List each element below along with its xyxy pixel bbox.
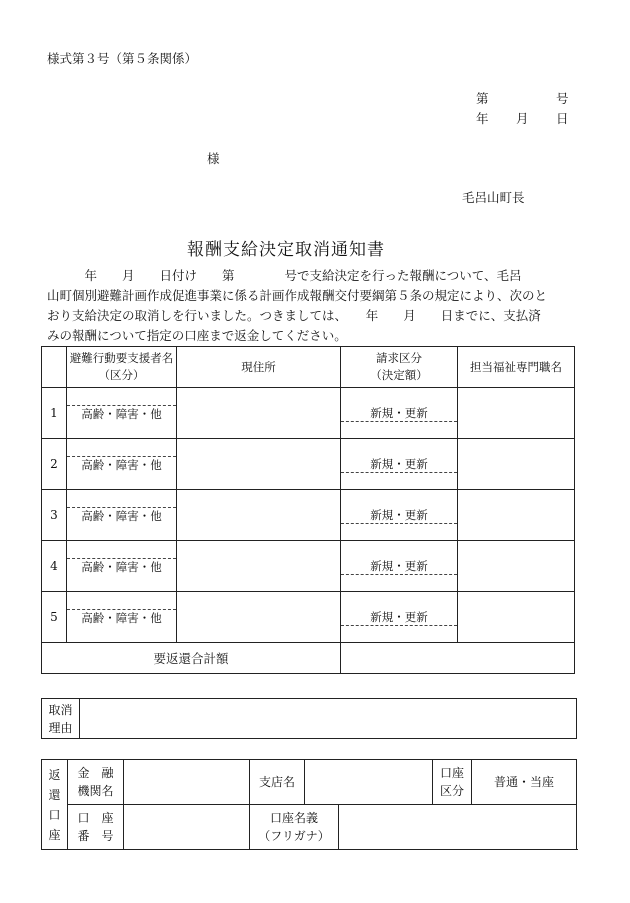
claim-options: 新規・更新: [341, 405, 457, 422]
row-number: 3: [42, 490, 67, 541]
staff-cell[interactable]: [458, 439, 575, 490]
institution-label: [68, 760, 124, 805]
claim-cell[interactable]: [341, 439, 458, 490]
institution-label-2: 機関名: [77, 784, 114, 798]
account-number-input[interactable]: [124, 805, 250, 850]
category-options: 高齢・障害・他: [81, 406, 162, 421]
date-month: 月: [516, 111, 529, 126]
total-label: 要返還合計額: [42, 643, 341, 674]
category-options: 高齢・障害・他: [81, 508, 162, 523]
row-number: 2: [42, 439, 67, 490]
claim-options: 新規・更新: [341, 456, 457, 473]
doc-number-label: 第: [476, 91, 489, 106]
total-amount-cell[interactable]: [341, 643, 575, 674]
holder-label-2: （フリガナ）: [258, 829, 330, 843]
bank-account-table: [41, 759, 577, 850]
name-cell[interactable]: [67, 439, 177, 490]
reason-label-cell: [42, 699, 80, 739]
account-type-label-1: 口座: [439, 766, 464, 780]
staff-cell[interactable]: [458, 388, 575, 439]
body-line-1: 年 月 日付け 第 号で支給決定を行った報酬について、毛呂: [47, 268, 522, 283]
category-options: 高齢・障害・他: [81, 610, 162, 625]
claim-cell[interactable]: [341, 541, 458, 592]
account-number-label-2: 番 号: [77, 829, 114, 843]
doc-number-suffix: 号: [556, 91, 569, 106]
reason-label-1: 取消: [48, 702, 73, 717]
claim-options: 新規・更新: [341, 609, 457, 626]
refund-account-label: [42, 760, 68, 850]
refund-account-char: 座: [48, 827, 61, 842]
holder-label-1: 口座名義: [269, 811, 318, 825]
sender-name: 毛呂山町長: [462, 190, 525, 205]
table-header-row: [42, 347, 575, 388]
reason-input[interactable]: [80, 699, 577, 739]
category-options: 高齢・障害・他: [81, 559, 162, 574]
header-address: 現住所: [177, 347, 341, 388]
refund-account-char: 口: [48, 807, 61, 822]
holder-label: [250, 805, 339, 849]
addressee-suffix: 様: [207, 151, 220, 166]
row-number: 5: [42, 592, 67, 643]
claim-cell[interactable]: [341, 592, 458, 643]
account-type-options[interactable]: 普通・当座: [472, 760, 577, 805]
name-cell[interactable]: [67, 541, 177, 592]
header-name: 避難行動要支援者名: [69, 351, 174, 365]
holder-input[interactable]: [433, 805, 577, 850]
holder-label-cell: [250, 805, 433, 850]
claim-options: 新規・更新: [341, 558, 457, 575]
claim-options: 新規・更新: [341, 507, 457, 524]
address-cell[interactable]: [177, 439, 341, 490]
address-cell[interactable]: [177, 592, 341, 643]
header-claim-cell: [341, 347, 458, 388]
date-day: 日: [556, 111, 569, 126]
address-cell[interactable]: [177, 541, 341, 592]
header-name-cell: [67, 347, 177, 388]
body-line-3: おり支給決定の取消しを行いました。つきましては、 年 月 日までに、支払済: [47, 308, 541, 323]
address-cell[interactable]: [177, 490, 341, 541]
body-line-2: 山町個別避難計画作成促進事業に係る計画作成報酬交付要綱第５条の規定により、次のと: [47, 288, 548, 303]
total-row: [42, 643, 575, 674]
staff-cell[interactable]: [458, 541, 575, 592]
form-number: 様式第３号（第５条関係）: [47, 51, 198, 66]
claim-cell[interactable]: [341, 490, 458, 541]
refund-account-char: 返: [48, 767, 61, 782]
holder-input-left[interactable]: [339, 805, 433, 849]
claim-cell[interactable]: [341, 388, 458, 439]
staff-cell[interactable]: [458, 490, 575, 541]
header-category: （区分）: [98, 368, 145, 382]
header-blank: [42, 347, 67, 388]
staff-cell[interactable]: [458, 592, 575, 643]
table-row: [42, 490, 575, 541]
name-cell[interactable]: [67, 388, 177, 439]
address-cell[interactable]: [177, 388, 341, 439]
table-row: [42, 592, 575, 643]
account-number-label: [68, 805, 124, 850]
header-staff: 担当福祉専門職名: [458, 347, 575, 388]
body-line-4: みの報酬について指定の口座まで返金してください。: [47, 328, 347, 343]
row-number: 4: [42, 541, 67, 592]
name-cell[interactable]: [67, 592, 177, 643]
reason-table: [41, 698, 577, 739]
date-year: 年: [476, 111, 489, 126]
branch-label: 支店名: [250, 760, 305, 805]
institution-label-1: 金 融: [77, 766, 114, 780]
category-options: 高齢・障害・他: [81, 457, 162, 472]
table-row: [42, 439, 575, 490]
account-type-label: [433, 760, 472, 805]
branch-input[interactable]: [305, 760, 433, 805]
refund-table: [41, 346, 575, 674]
header-amount: （決定額）: [370, 368, 428, 382]
name-cell[interactable]: [67, 490, 177, 541]
table-row: [42, 541, 575, 592]
document-title: 報酬支給決定取消通知書: [187, 240, 385, 260]
row-number: 1: [42, 388, 67, 439]
header-claim: 請求区分: [376, 351, 422, 365]
table-row: [42, 388, 575, 439]
refund-account-char: 還: [48, 787, 61, 802]
account-number-label-1: 口 座: [77, 811, 114, 825]
institution-input[interactable]: [124, 760, 250, 805]
reason-label-2: 理由: [48, 720, 73, 735]
account-type-label-2: 区分: [439, 784, 464, 798]
